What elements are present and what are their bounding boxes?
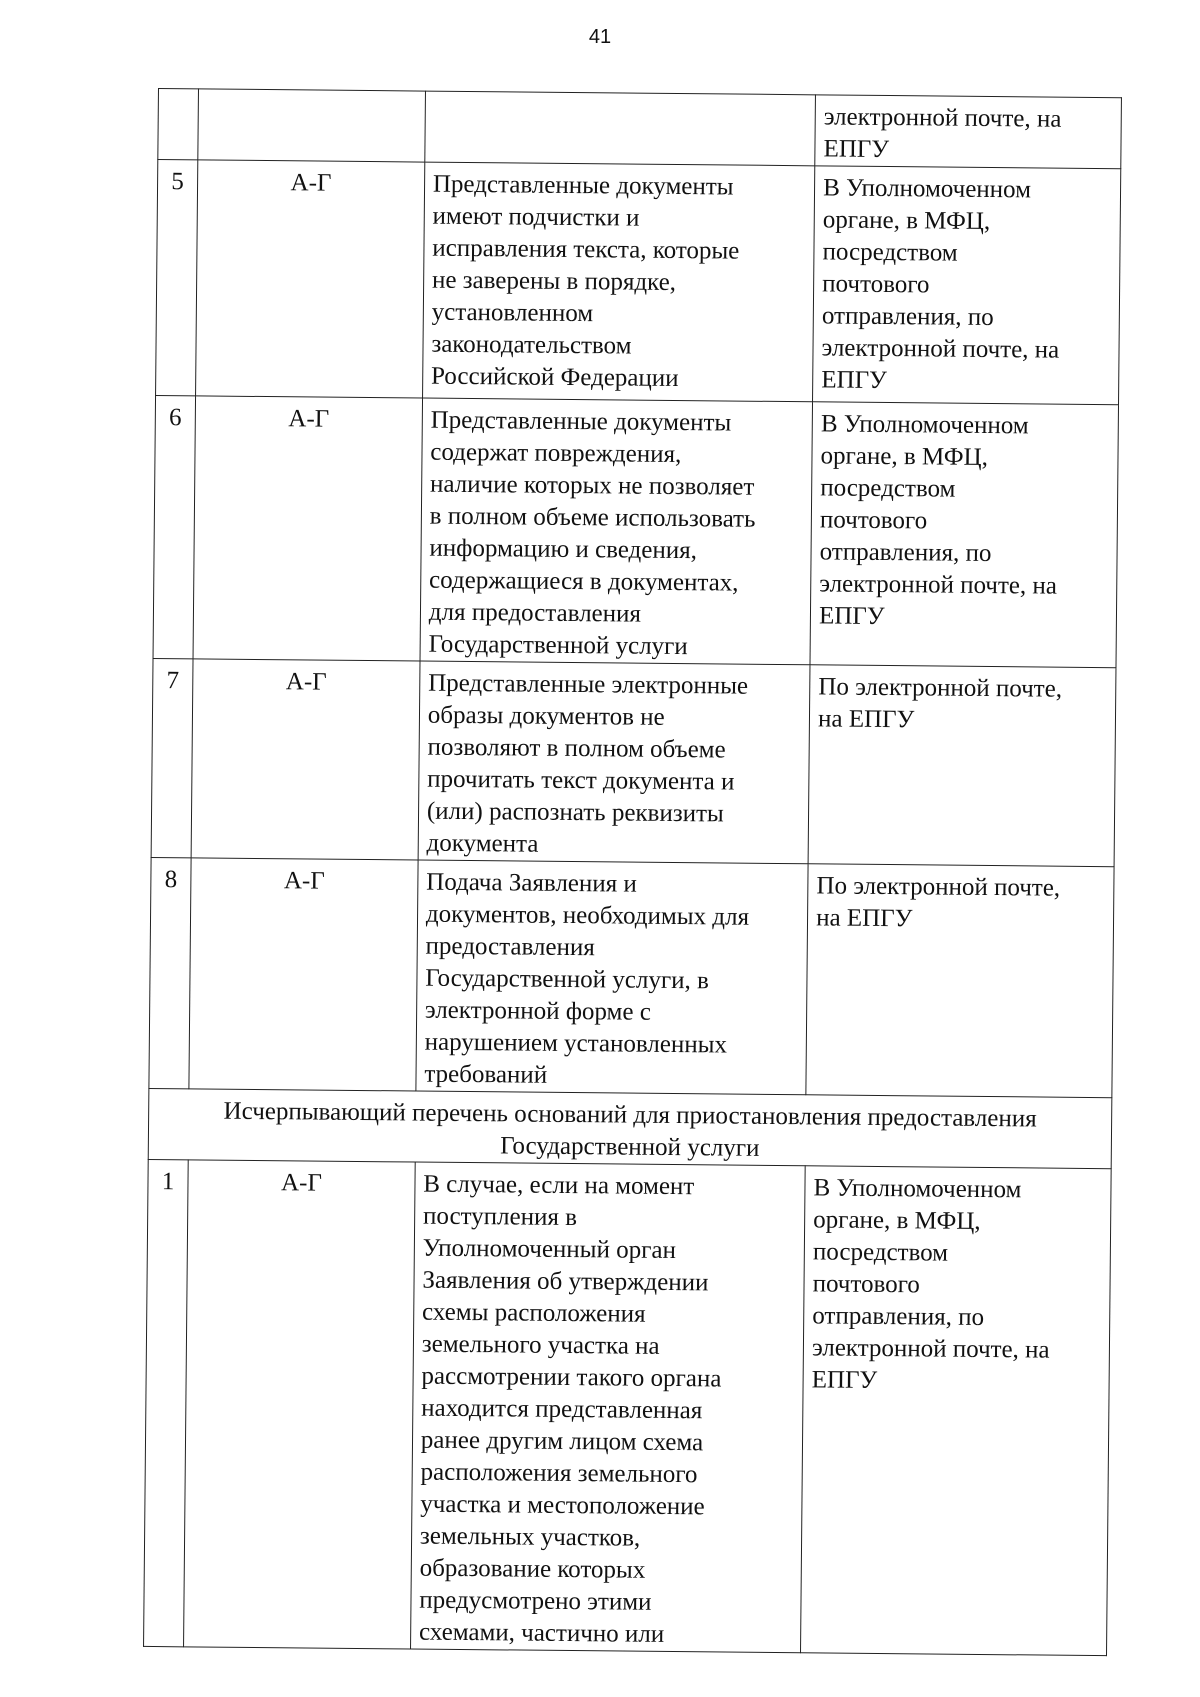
table-row	[158, 89, 1122, 169]
row-channel: В Уполномоченном органе, в МФЦ, посредством почтового отправления, по электронной почте, на ЕПГУ	[813, 166, 1121, 405]
row-number: 8	[149, 857, 191, 1088]
row-code: А-Г	[196, 160, 425, 398]
table-row	[144, 1159, 1112, 1655]
row-code: А-Г	[193, 396, 422, 661]
row-channel: По электронной почте, на ЕПГУ	[806, 864, 1114, 1098]
row-channel: По электронной почте, на ЕПГУ	[808, 665, 1116, 867]
row-channel: В Уполномоченном органе, в МФЦ, посредством почтового отправления, по электронной почте, на ЕПГУ	[810, 402, 1118, 668]
row-code: А-Г	[189, 858, 418, 1091]
row-reason: Представленные документы содержат повреждения, наличие которых не позволяет в полном объеме использовать информацию и сведения, содержащиеся в документах, для предоставления Государственной услуги	[420, 398, 813, 665]
grounds-table-body	[144, 89, 1122, 1656]
row-code	[198, 89, 425, 162]
section-header-row	[148, 1088, 1112, 1168]
row-number	[158, 89, 199, 160]
section-header: Исчерпывающий перечень оснований для приостановления предоставления Государственной услуги	[148, 1088, 1112, 1168]
row-channel: электронной почте, на ЕПГУ	[815, 95, 1122, 169]
table-row	[156, 160, 1121, 405]
row-code: А-Г	[191, 659, 420, 860]
page-number: 41	[588, 26, 612, 48]
row-channel: В Уполномоченном органе, в МФЦ, посредством почтового отправления, по электронной почте, на ЕПГУ	[801, 1166, 1112, 1656]
row-reason	[425, 91, 816, 166]
table-row	[151, 658, 1116, 866]
row-reason: Подача Заявления и документов, необходимых для предоставления Государственной услуги, в электронной форме с нарушением установленных требований	[416, 860, 808, 1095]
row-reason: Представленные документы имеют подчистки и исправления текста, которые не заверены в порядке, установленном законодательством Российской Федерации	[422, 162, 814, 402]
row-reason: Представленные электронные образы документов не позволяют в полном объеме прочитать текст документа и (или) распознать реквизиты документа	[418, 661, 810, 864]
row-number: 7	[151, 658, 193, 857]
row-number: 1	[144, 1159, 189, 1646]
row-reason: В случае, если на момент поступления в Уполномоченный орган Заявления об утверждении схемы расположения земельного участка на рассмотрении такого органа находится представленная ранее другим лицом схема расположения земельного участка и местоположение земельных участков, образование которых предусмотрено этими схемами, частично или	[410, 1162, 805, 1653]
table-row	[149, 857, 1114, 1097]
table-row	[153, 395, 1118, 667]
row-number: 5	[156, 160, 198, 396]
row-code: А-Г	[184, 1160, 415, 1649]
grounds-table	[143, 88, 1122, 1656]
row-number: 6	[153, 395, 196, 658]
